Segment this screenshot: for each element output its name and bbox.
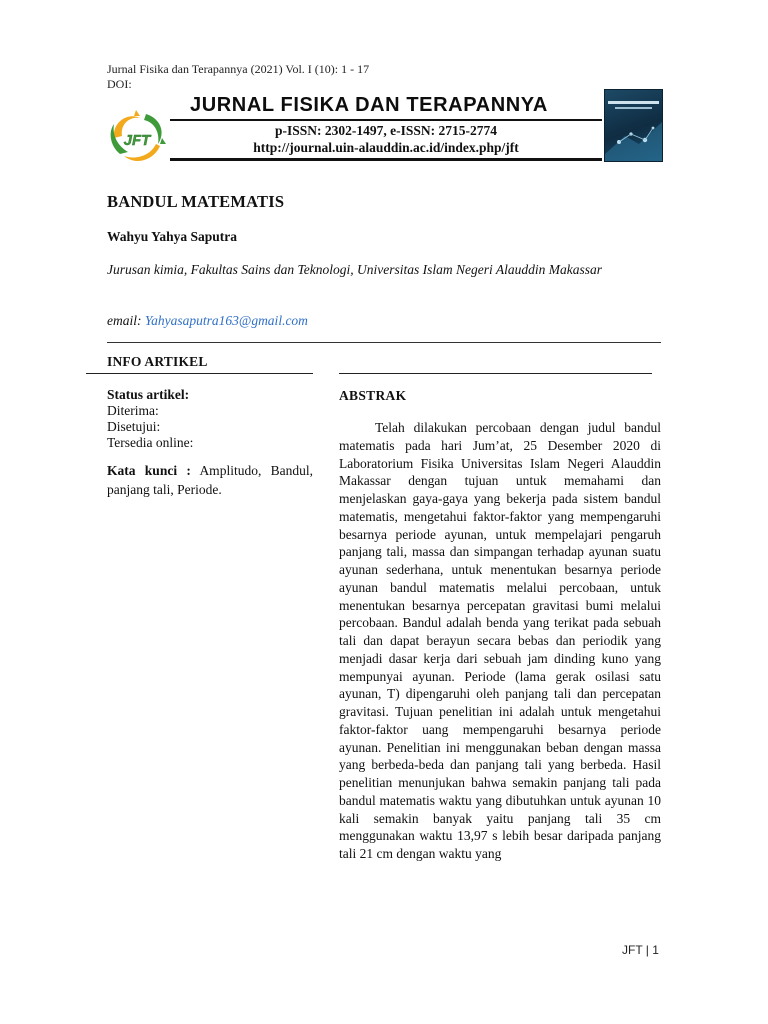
issn-line: p-ISSN: 2302-1497, e-ISSN: 2715-2774 — [274, 123, 497, 138]
journal-title: JURNAL FISIKA DAN TERAPANNYA — [190, 94, 548, 116]
masthead-rule-top — [170, 119, 602, 121]
keywords-text: Amplitudo, Bandul, panjang tali, Periode. — [107, 463, 313, 497]
available-field: Tersedia online: — [107, 435, 194, 450]
section-divider — [107, 342, 661, 343]
abstract-rule — [339, 373, 652, 374]
logo-text: JFT — [123, 132, 151, 149]
author-affiliation: Jurusan kimia, Fakultas Sains dan Teknologi, Universitas Islam Negeri Alauddin Makassar — [107, 262, 602, 277]
abstract-text: Telah dilakukan percobaan dengan judul bandul matematis pada hari Jum’at, 25 Desember 2020 di Laboratorium Fisika Universitas Islam Negeri Alauddin Makassar dengan tujuan untuk memahami dan menjelaskan gaya-gaya yang bekerja pada sistem bandul matematis, mengetahui faktor-faktor yang mempengaruhi besarnya periode ayunan, untuk mempelajari pengaruh panjang tali, massa dan simpangan terhadap ayunan suatu ayunan sederhana, untuk menentukan besarnya periode ayunan bandul matematis melalui percobaan, untuk menentukan besarnya percepatan gravitasi bumi melalui percobaan. Bandul adalah benda yang terikat pada sebuah tali dan dapat berayun secara bebas dan periodik yang menjadi dasar kerja dari sebuah jam dinding kuno yang mempunyai ayunan. Periode (lama gerak osilasi satu ayunan, T) dipengaruhi oleh panjang tali dan percepatan gravitasi. Tujuan penelitian ini adalah untuk mengetahui faktor-faktor uang mempengaruhi besarnya periode ayunan. Penelitian ini menggunakan beban dengan massa yang berbeda-beda dan panjang tali yang berbeda. Hasil penelitian menunjukan bahwa semakin panjang tali pada bandul matematis waktu yang dibutuhkan untuk ayunan 10 kali semakin banyak yaitu panjang tali 35 cm menggunakan waktu 13,97 s lebih besar daripada panjang tali 21 cm dengan waktu yang — [339, 420, 661, 861]
journal-cover-thumbnail — [604, 89, 663, 162]
author-name: Wahyu Yahya Saputra — [107, 229, 238, 244]
email-label: email: — [107, 313, 142, 328]
email-row — [107, 313, 308, 329]
email-link[interactable]: Yahyasaputra163@gmail.com — [144, 313, 308, 328]
masthead-rule-bottom — [170, 158, 602, 161]
cover-subtitle-bar — [615, 107, 652, 109]
revised-field: Disetujui: — [107, 419, 161, 434]
keywords-block — [107, 461, 313, 499]
status-label: Status artikel: — [107, 387, 190, 402]
abstract-heading: ABSTRAK — [339, 388, 407, 403]
info-heading: INFO ARTIKEL — [107, 354, 208, 369]
doi-label: DOI: — [107, 77, 132, 91]
running-header: Jurnal Fisika dan Terapannya (2021) Vol. I (10): 1 - 17 — [107, 62, 370, 76]
info-rule — [86, 373, 313, 374]
received-field: Diterima: — [107, 403, 159, 418]
cover-title-bar — [608, 101, 659, 104]
keywords-label: Kata kunci : — [107, 463, 191, 478]
journal-url[interactable]: http://journal.uin-alauddin.ac.id/index.php/jft — [253, 140, 519, 155]
jft-logo-icon — [106, 108, 168, 166]
page-footer: JFT | 1 — [622, 943, 659, 957]
article-info-panel — [107, 387, 313, 499]
article-title: BANDUL MATEMATIS — [107, 192, 285, 211]
cover-artwork — [605, 114, 662, 161]
